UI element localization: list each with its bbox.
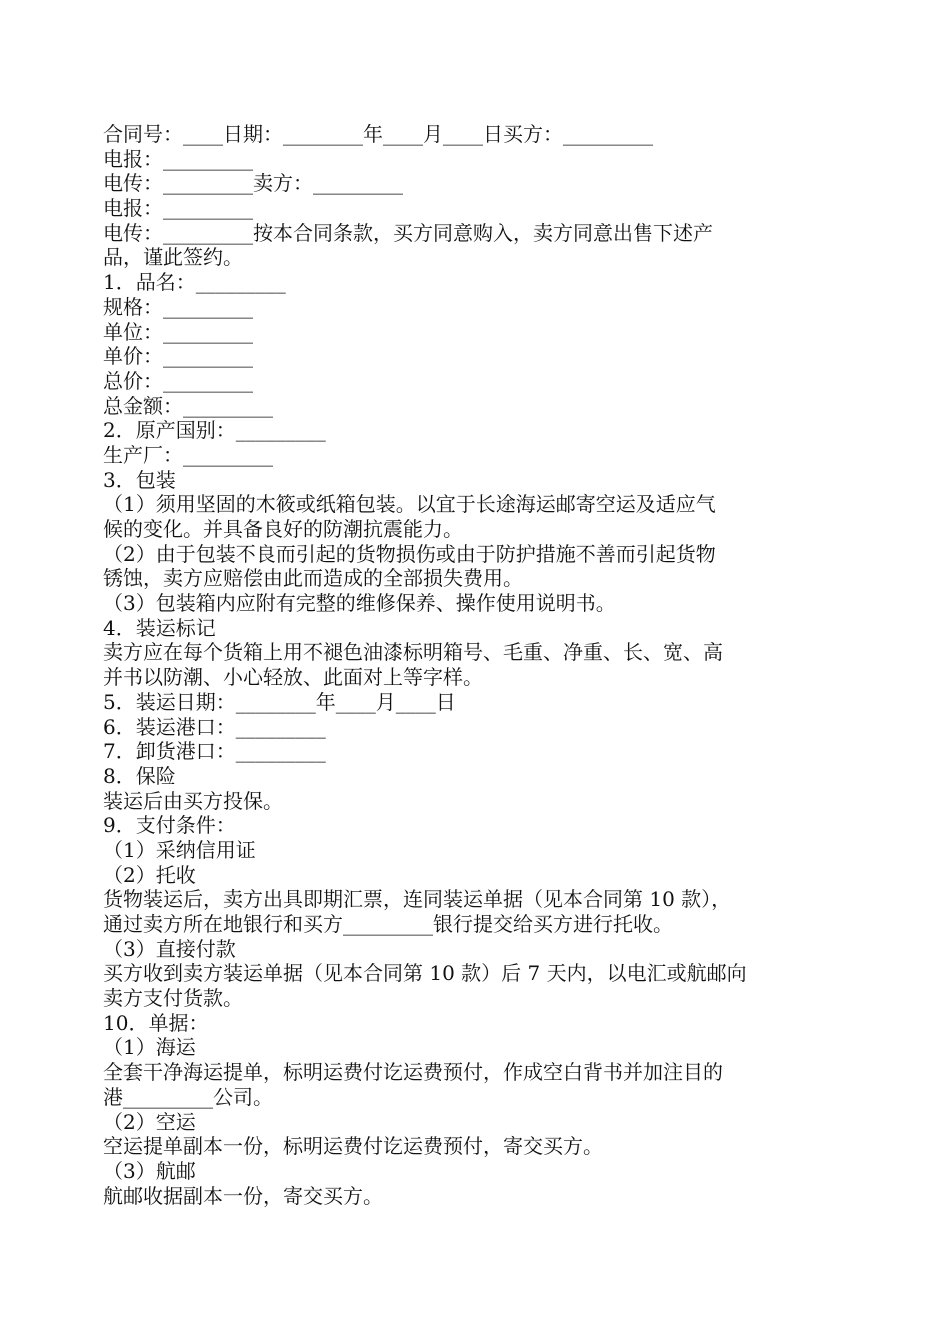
clause-2-country-of-origin: 2．原产国别：_________ bbox=[103, 418, 326, 443]
product-unit-price: 单价：_________ bbox=[103, 344, 253, 369]
total-amount: 总金额：_________ bbox=[103, 393, 273, 418]
clause-3-packing-heading: 3．包装 bbox=[103, 467, 176, 492]
sea-documents-text: 全套干净海运提单，标明运费付讫运费预付，作成空白背书并加注目的 bbox=[103, 1060, 723, 1085]
packing-item-1-continued: 候的变化。并具备良好的防潮抗震能力。 bbox=[103, 517, 463, 541]
product-unit: 单位：_________ bbox=[103, 319, 253, 344]
shipping-marks-text: 卖方应在每个货箱上用不褪色油漆标明箱号、毛重、净重、长、宽、高 bbox=[103, 640, 723, 665]
clause-6-port-of-loading: 6．装运港口：_________ bbox=[103, 714, 326, 739]
clause-10-documents-heading: 10．单据： bbox=[103, 1010, 209, 1035]
airmail-documents-text: 航邮收据副本一份，寄交买方。 bbox=[103, 1183, 383, 1208]
buyer-telegram: 电报：_________ bbox=[103, 146, 253, 171]
product-specification: 规格：_________ bbox=[103, 294, 253, 319]
air-documents-text: 空运提单副本一份，标明运费付讫运费预付，寄交买方。 bbox=[103, 1134, 603, 1159]
clause-1-product-name: 1．品名：_________ bbox=[103, 270, 286, 295]
collection-text-continued: 通过卖方所在地银行和买方_________银行提交给买方进行托收。 bbox=[103, 912, 673, 936]
clause-9-payment-heading: 9．支付条件： bbox=[103, 813, 236, 838]
agreement-continued: 品，谨此签约。 bbox=[103, 245, 243, 270]
direct-payment-text-continued: 卖方支付货款。 bbox=[103, 986, 243, 1011]
documents-air-heading: （2）空运 bbox=[103, 1109, 196, 1134]
buyer-fax-seller: 电传：_________卖方：_________ bbox=[103, 171, 403, 196]
manufacturer: 生产厂：_________ bbox=[103, 442, 273, 467]
seller-fax-agreement: 电传：_________按本合同条款，买方同意购入，卖方同意出售下述产 bbox=[103, 220, 713, 245]
insurance-text: 装运后由买方投保。 bbox=[103, 788, 283, 813]
seller-telegram: 电报：_________ bbox=[103, 196, 253, 221]
packing-item-2-continued: 锈蚀，卖方应赔偿由此而造成的全部损失费用。 bbox=[103, 566, 523, 591]
packing-item-1: （1）须用坚固的木筱或纸箱包装。以宜于长途海运邮寄空运及适应气 bbox=[103, 492, 716, 517]
product-total-price: 总价：_________ bbox=[103, 368, 253, 393]
clause-8-insurance-heading: 8．保险 bbox=[103, 763, 176, 788]
direct-payment-text: 买方收到卖方装运单据（见本合同第 10 款）后 7 天内，以电汇或航邮向 bbox=[103, 961, 747, 986]
header-contract-date-buyer: 合同号：____日期：________年____月____日买方：_________ bbox=[103, 122, 653, 146]
documents-sea-heading: （1）海运 bbox=[103, 1035, 196, 1060]
payment-option-3: （3）直接付款 bbox=[103, 936, 236, 961]
documents-airmail-heading: （3）航邮 bbox=[103, 1158, 196, 1183]
packing-item-2: （2）由于包装不良而引起的货物损伤或由于防护措施不善而引起货物 bbox=[103, 541, 716, 566]
packing-item-3: （3）包装箱内应附有完整的维修保养、操作使用说明书。 bbox=[103, 591, 616, 616]
collection-text: 货物装运后，卖方出具即期汇票，连同装运单据（见本合同第 10 款）， bbox=[103, 887, 732, 912]
payment-option-1: （1）采纳信用证 bbox=[103, 837, 256, 862]
shipping-marks-text-continued: 并书以防潮、小心轻放、此面对上等字样。 bbox=[103, 665, 483, 690]
payment-option-2: （2）托收 bbox=[103, 862, 196, 887]
clause-5-shipment-date: 5．装运日期：________年____月____日 bbox=[103, 689, 456, 714]
sea-documents-text-continued: 港_________公司。 bbox=[103, 1084, 273, 1109]
clause-7-port-of-discharge: 7．卸货港口：_________ bbox=[103, 739, 326, 764]
contract-document bbox=[103, 122, 855, 1208]
clause-4-shipping-marks-heading: 4．装运标记 bbox=[103, 615, 216, 640]
